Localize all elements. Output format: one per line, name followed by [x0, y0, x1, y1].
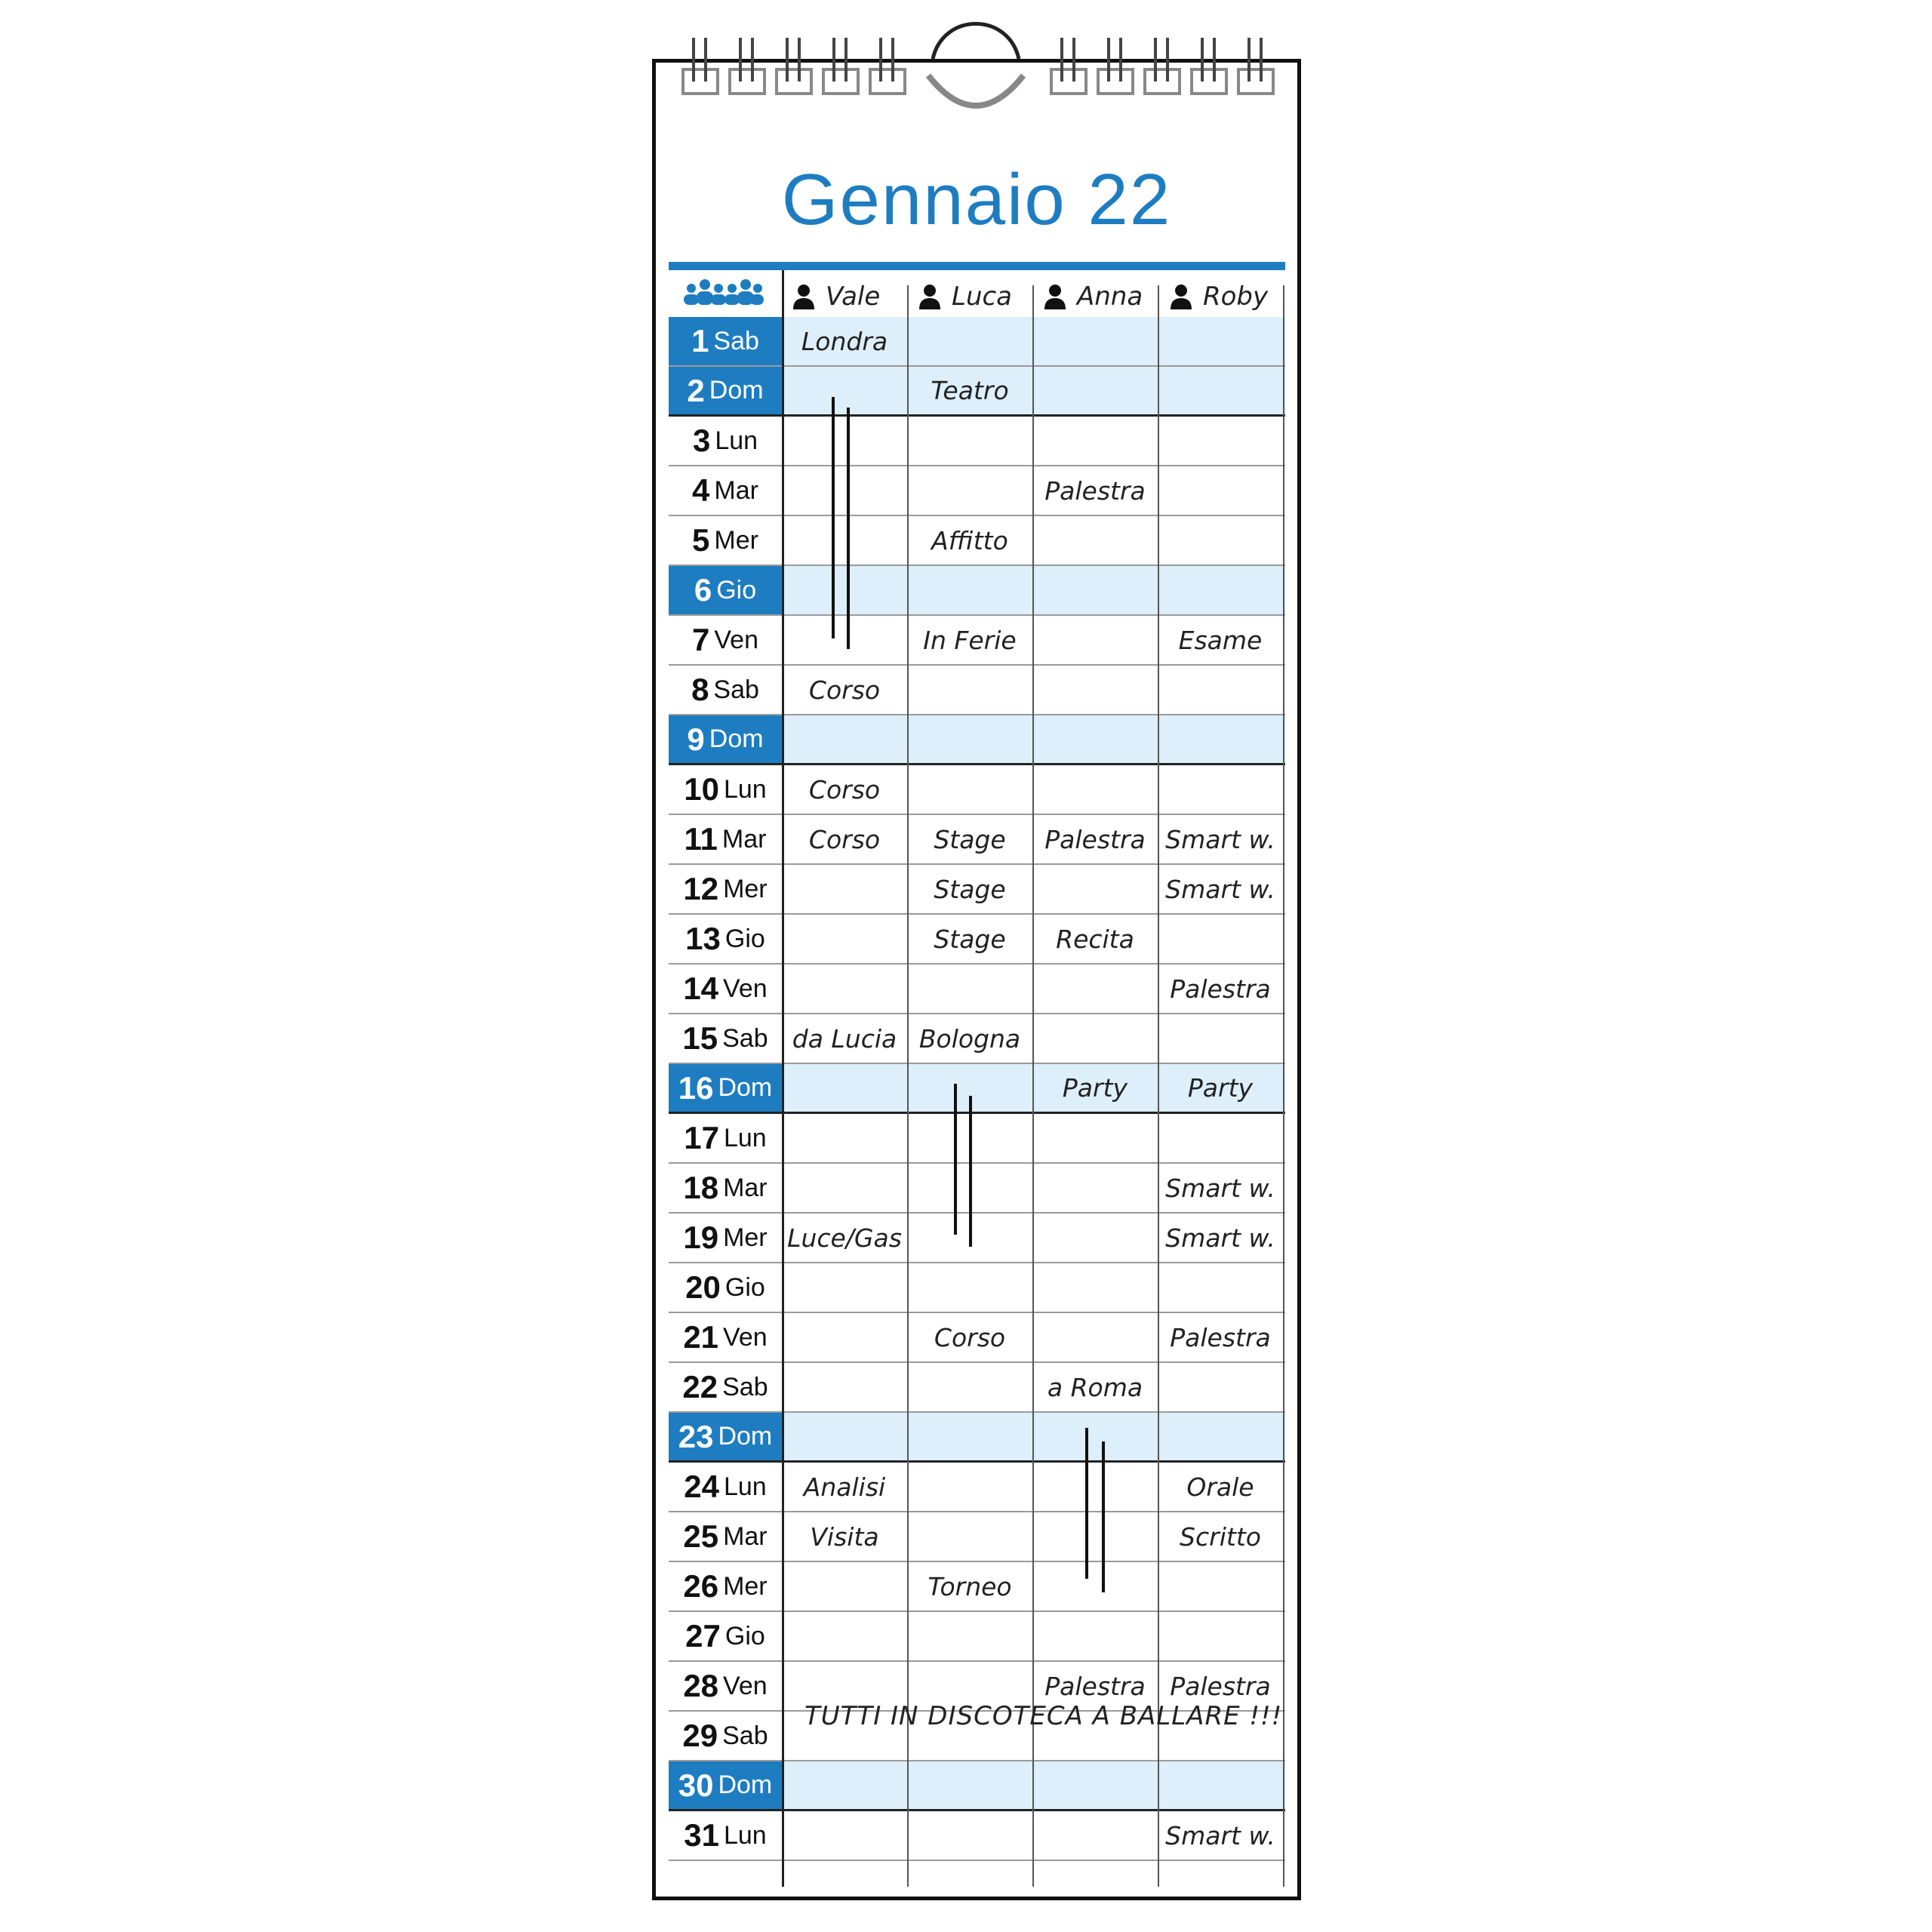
- entry-cell[interactable]: [1032, 367, 1158, 414]
- entry-cell[interactable]: [907, 666, 1032, 714]
- day-name: Mer: [723, 1223, 768, 1252]
- day-name: Mar: [723, 1521, 768, 1551]
- day-label: [669, 1612, 782, 1660]
- day-name: Dom: [718, 1073, 773, 1102]
- day-number: 11: [684, 821, 718, 857]
- day-row: [669, 964, 1285, 1014]
- day-number: 16: [678, 1069, 714, 1106]
- entry-cell[interactable]: Palestra: [1170, 974, 1271, 1004]
- entry-cell[interactable]: da Lucia: [792, 1023, 897, 1054]
- day-name: Ven: [723, 974, 768, 1003]
- entry-cell[interactable]: [1032, 417, 1158, 465]
- day-label: [669, 317, 782, 365]
- entry-cell[interactable]: [1158, 765, 1283, 814]
- header-person-2: [1044, 276, 1143, 317]
- entry-cell[interactable]: [1032, 1313, 1158, 1361]
- day-row: [669, 417, 1285, 466]
- person-name: Roby: [1203, 281, 1269, 312]
- entry-cell[interactable]: Recita: [1056, 924, 1134, 954]
- entry-cell[interactable]: [782, 1164, 907, 1212]
- entry-cell[interactable]: [1032, 317, 1158, 365]
- duration-mark: [969, 1096, 972, 1247]
- day-row: [669, 317, 1285, 367]
- entry-cell[interactable]: [1032, 715, 1158, 763]
- day-number: 15: [682, 1020, 718, 1056]
- day-number: 24: [684, 1469, 719, 1504]
- entry-cell[interactable]: Visita: [810, 1521, 879, 1552]
- day-name: Mer: [723, 1571, 768, 1601]
- day-row: [669, 1463, 1285, 1512]
- entry-cell[interactable]: Corso: [934, 1322, 1006, 1352]
- entry-cell[interactable]: [782, 715, 907, 763]
- entry-cell[interactable]: [1158, 516, 1283, 565]
- day-name: Mer: [723, 874, 768, 903]
- entry-cell[interactable]: [782, 1363, 907, 1411]
- day-label: [669, 1712, 782, 1760]
- day-row: [669, 1164, 1285, 1214]
- day-label: [669, 1313, 782, 1361]
- entry-cell[interactable]: [782, 1413, 907, 1460]
- day-name: Sab: [722, 1023, 768, 1053]
- day-row: [669, 1562, 1285, 1612]
- entry-cell[interactable]: [907, 715, 1032, 763]
- person-name: Vale: [826, 281, 881, 312]
- entry-cell[interactable]: [782, 1263, 907, 1312]
- day-number: 1: [691, 323, 709, 358]
- day-label: [669, 367, 782, 414]
- column-divider: [782, 270, 784, 1887]
- hanger-notch: [933, 24, 1019, 60]
- day-name: Mar: [721, 824, 767, 854]
- entry-cell[interactable]: [907, 964, 1032, 1013]
- day-name: Mer: [714, 525, 758, 555]
- day-name: Gio: [724, 1621, 765, 1651]
- day-label: [669, 815, 782, 863]
- entry-cell[interactable]: [782, 1114, 907, 1162]
- title-rule: [669, 262, 1285, 270]
- entry-cell[interactable]: [907, 1463, 1032, 1511]
- day-number: 27: [685, 1618, 721, 1654]
- day-row: [669, 616, 1285, 666]
- entry-cell[interactable]: [907, 1811, 1032, 1860]
- entry-cell[interactable]: [907, 1761, 1032, 1809]
- day-row: [669, 1064, 1285, 1114]
- entry-cell[interactable]: [1158, 1761, 1283, 1809]
- day-rows: [669, 317, 1285, 1861]
- entry-cell[interactable]: [782, 566, 907, 614]
- day-row: [669, 715, 1285, 765]
- day-row: [669, 1114, 1285, 1164]
- day-number: 23: [678, 1418, 714, 1454]
- day-label: [669, 1064, 782, 1112]
- entry-cell[interactable]: [1032, 1413, 1158, 1460]
- entry-cell[interactable]: [907, 417, 1032, 465]
- entry-cell[interactable]: Palestra: [1170, 1322, 1271, 1352]
- person-name: Anna: [1077, 281, 1143, 312]
- entry-cell[interactable]: Stage: [934, 824, 1006, 854]
- day-name: Mar: [714, 475, 758, 505]
- entry-cell[interactable]: [1032, 1463, 1158, 1511]
- entry-cell[interactable]: Stage: [934, 874, 1006, 904]
- day-row: [669, 1263, 1285, 1313]
- day-row: [669, 1811, 1285, 1861]
- entry-cell[interactable]: Esame: [1178, 625, 1263, 655]
- person-name: Luca: [952, 281, 1013, 312]
- header-person-3: [1170, 276, 1268, 317]
- day-label: [669, 466, 782, 515]
- entry-cell[interactable]: [907, 1413, 1032, 1460]
- header-person-0: [792, 276, 880, 317]
- entry-cell[interactable]: Smart w.: [1165, 1223, 1275, 1253]
- day-label: [669, 1761, 782, 1809]
- day-name: Sab: [713, 326, 759, 355]
- person-icon: [1044, 284, 1066, 309]
- day-number: 10: [684, 771, 719, 807]
- day-name: Dom: [709, 376, 764, 405]
- header-person-1: [918, 276, 1012, 317]
- entry-cell[interactable]: [1032, 1761, 1158, 1809]
- day-label: [669, 865, 782, 913]
- column-divider: [1032, 285, 1034, 1887]
- day-label: [669, 1363, 782, 1411]
- entry-cell[interactable]: Palestra: [1044, 824, 1146, 854]
- day-number: 31: [684, 1817, 719, 1853]
- duration-mark: [954, 1084, 957, 1235]
- entry-cell[interactable]: Orale: [1186, 1472, 1254, 1502]
- entry-cell[interactable]: [782, 616, 907, 664]
- day-number: 12: [683, 871, 719, 906]
- day-number: 30: [678, 1767, 714, 1803]
- day-label: [669, 765, 782, 814]
- entry-cell[interactable]: Torneo: [928, 1571, 1012, 1601]
- entry-cell[interactable]: [1032, 1811, 1158, 1860]
- day-name: Lun: [723, 1820, 767, 1850]
- entry-cell[interactable]: [782, 964, 907, 1013]
- day-name: Dom: [709, 724, 764, 753]
- entry-cell[interactable]: [1158, 1413, 1283, 1460]
- entry-cell[interactable]: [782, 1811, 907, 1860]
- day-number: 29: [682, 1718, 718, 1753]
- day-row: [669, 1014, 1285, 1064]
- entry-cell[interactable]: [1158, 1263, 1283, 1312]
- column-divider: [1283, 285, 1284, 1887]
- entry-cell[interactable]: [1032, 1562, 1158, 1611]
- entry-cell[interactable]: [1158, 666, 1283, 714]
- day-row: [669, 1512, 1285, 1562]
- day-name: Sab: [713, 675, 759, 704]
- entry-cell[interactable]: [782, 865, 907, 913]
- day-row: [669, 1363, 1285, 1413]
- entry-cell[interactable]: [907, 466, 1032, 515]
- day-label: [669, 1662, 782, 1710]
- people-header: [669, 270, 1285, 317]
- entry-cell[interactable]: [1158, 1114, 1283, 1162]
- entry-cell[interactable]: [907, 566, 1032, 614]
- entry-cell[interactable]: [907, 1512, 1032, 1561]
- day-row: [669, 466, 1285, 516]
- duration-mark: [847, 408, 850, 649]
- entry-cell[interactable]: [782, 1562, 907, 1611]
- day-name: Sab: [722, 1721, 768, 1750]
- day-number: 4: [692, 472, 710, 508]
- day-name: Sab: [722, 1372, 768, 1401]
- entry-cell[interactable]: [1032, 765, 1158, 814]
- entry-cell[interactable]: Luce/Gas: [787, 1223, 902, 1253]
- entry-cell[interactable]: [1032, 1164, 1158, 1212]
- entry-cell[interactable]: [1158, 466, 1283, 515]
- entry-cell[interactable]: [782, 915, 907, 963]
- day-number: 17: [684, 1120, 719, 1155]
- day-number: 2: [687, 372, 705, 408]
- person-icon: [1170, 284, 1192, 309]
- day-label: [669, 516, 782, 565]
- day-number: 25: [683, 1518, 719, 1554]
- day-row: [669, 367, 1285, 417]
- entry-cell[interactable]: Party: [1062, 1073, 1128, 1103]
- entry-cell[interactable]: [1032, 1263, 1158, 1312]
- day-label: [669, 1562, 782, 1611]
- entry-cell[interactable]: Party: [1187, 1073, 1254, 1103]
- day-label: [669, 1164, 782, 1212]
- day-name: Lun: [723, 1123, 767, 1152]
- day-label: [669, 715, 782, 763]
- duration-mark: [832, 397, 835, 638]
- day-name: Dom: [718, 1422, 773, 1451]
- day-name: Lun: [715, 426, 758, 455]
- duration-mark: [1085, 1428, 1088, 1579]
- day-name: Gio: [724, 1272, 765, 1302]
- entry-cell[interactable]: Smart w.: [1165, 1173, 1275, 1203]
- entry-cell[interactable]: [1158, 1363, 1283, 1411]
- calendar-grid: [669, 270, 1285, 1861]
- day-name: Lun: [723, 1472, 767, 1501]
- entry-cell[interactable]: [782, 1761, 907, 1809]
- day-label: [669, 666, 782, 714]
- day-label: [669, 1214, 782, 1262]
- entry-cell[interactable]: [782, 1064, 907, 1112]
- entry-cell[interactable]: Analisi: [803, 1472, 886, 1502]
- entry-cell[interactable]: Bologna: [918, 1023, 1021, 1054]
- day-row: [669, 1612, 1285, 1662]
- entry-cell[interactable]: [907, 765, 1032, 814]
- month-title: Gennaio 22: [781, 159, 1172, 240]
- day-number: 28: [683, 1668, 719, 1703]
- entry-cell[interactable]: Smart w.: [1165, 874, 1275, 904]
- day-label: [669, 616, 782, 664]
- day-label: [669, 1413, 782, 1460]
- entry-cell[interactable]: [1158, 417, 1283, 465]
- day-name: Gio: [724, 924, 765, 953]
- entry-cell[interactable]: [1032, 1114, 1158, 1162]
- column-divider: [907, 285, 909, 1887]
- day-label: [669, 964, 782, 1013]
- day-row: [669, 1214, 1285, 1263]
- entry-cell[interactable]: [1032, 964, 1158, 1013]
- entry-cell[interactable]: [907, 1612, 1032, 1660]
- day-number: 8: [691, 672, 709, 707]
- day-label: [669, 417, 782, 465]
- entry-cell[interactable]: a Roma: [1047, 1372, 1143, 1402]
- day-row: [669, 915, 1285, 964]
- entry-cell[interactable]: Palestra: [1044, 475, 1146, 506]
- day-row: [669, 516, 1285, 566]
- entry-cell[interactable]: Affitto: [931, 525, 1008, 555]
- day-label: [669, 566, 782, 614]
- day-name: Dom: [718, 1770, 773, 1799]
- day-row: [669, 1761, 1285, 1811]
- column-divider: [1158, 285, 1159, 1887]
- entry-cell[interactable]: [1032, 1512, 1158, 1561]
- day-name: Ven: [714, 625, 758, 654]
- entry-cell[interactable]: [1032, 1214, 1158, 1262]
- entry-cell[interactable]: [782, 1313, 907, 1361]
- entry-cell[interactable]: [1032, 865, 1158, 913]
- day-label: [669, 1263, 782, 1312]
- day-name: Ven: [723, 1322, 768, 1352]
- day-name: Ven: [723, 1671, 768, 1700]
- entry-cell[interactable]: [782, 1612, 907, 1660]
- entry-cell[interactable]: [1158, 1612, 1283, 1660]
- entry-cell[interactable]: [1158, 317, 1283, 365]
- entry-cell[interactable]: In Ferie: [923, 625, 1017, 655]
- day-row: [669, 666, 1285, 715]
- entry-cell[interactable]: [907, 1363, 1032, 1411]
- day-name: Gio: [716, 575, 757, 605]
- entry-cell[interactable]: Teatro: [931, 376, 1009, 405]
- entry-cell[interactable]: [782, 466, 907, 515]
- day-row: [669, 1313, 1285, 1363]
- group-icon: [682, 278, 765, 308]
- entry-cell[interactable]: [782, 516, 907, 565]
- day-number: 3: [692, 423, 711, 458]
- day-row: [669, 1413, 1285, 1463]
- day-label: [669, 1512, 782, 1561]
- entry-cell[interactable]: Corso: [808, 824, 881, 854]
- entry-cell[interactable]: [1158, 566, 1283, 614]
- entry-cell[interactable]: Stage: [934, 924, 1006, 954]
- day-label: [669, 1463, 782, 1511]
- day-number: 13: [685, 921, 721, 956]
- entry-cell[interactable]: [1032, 1014, 1158, 1063]
- day-number: 19: [683, 1220, 719, 1255]
- day-number: 14: [683, 971, 719, 1006]
- entry-cell[interactable]: [907, 317, 1032, 365]
- entry-cell[interactable]: Scritto: [1180, 1521, 1261, 1552]
- entry-cell[interactable]: Corso: [808, 675, 881, 705]
- person-icon: [792, 284, 815, 309]
- day-number: 7: [692, 622, 710, 657]
- day-label: [669, 915, 782, 963]
- day-number: 22: [682, 1369, 718, 1404]
- day-number: 26: [683, 1568, 719, 1604]
- day-number: 20: [685, 1269, 721, 1305]
- entry-cell[interactable]: Londra: [801, 326, 888, 356]
- day-label: [669, 1114, 782, 1162]
- entry-cell[interactable]: [1032, 566, 1158, 614]
- entry-cell[interactable]: [1158, 1014, 1283, 1063]
- day-number: 21: [683, 1319, 719, 1355]
- day-number: 18: [683, 1170, 719, 1205]
- entry-cell[interactable]: [782, 417, 907, 465]
- entry-cell[interactable]: [1032, 616, 1158, 664]
- day-name: Lun: [723, 774, 767, 804]
- entry-cell[interactable]: [1158, 1562, 1283, 1611]
- day-row: [669, 566, 1285, 616]
- entry-cell[interactable]: [1032, 666, 1158, 714]
- day-row: [669, 815, 1285, 865]
- banner-note: TUTTI IN DISCOTECA A BALLARE !!!: [804, 1701, 1283, 1731]
- entry-cell[interactable]: [1032, 516, 1158, 565]
- day-label: [669, 1811, 782, 1860]
- entry-cell[interactable]: [1158, 915, 1283, 963]
- day-number: 6: [694, 572, 712, 608]
- day-row: [669, 865, 1285, 915]
- entry-cell[interactable]: [1158, 715, 1283, 763]
- day-number: 5: [692, 522, 710, 558]
- entry-cell[interactable]: [1158, 367, 1283, 414]
- entry-cell[interactable]: [907, 1263, 1032, 1312]
- day-row: [669, 765, 1285, 815]
- day-name: Mar: [723, 1173, 768, 1202]
- day-number: 9: [687, 721, 705, 757]
- duration-mark: [1102, 1441, 1105, 1592]
- entry-cell[interactable]: Corso: [808, 774, 881, 804]
- entry-cell[interactable]: Smart w.: [1165, 824, 1275, 854]
- entry-cell[interactable]: Palestra: [1170, 1671, 1271, 1701]
- entry-cell[interactable]: Smart w.: [1165, 1820, 1275, 1850]
- entry-cell[interactable]: Palestra: [1044, 1671, 1146, 1701]
- entry-cell[interactable]: [782, 367, 907, 414]
- day-label: [669, 1014, 782, 1063]
- person-icon: [918, 284, 941, 309]
- entry-cell[interactable]: [1032, 1612, 1158, 1660]
